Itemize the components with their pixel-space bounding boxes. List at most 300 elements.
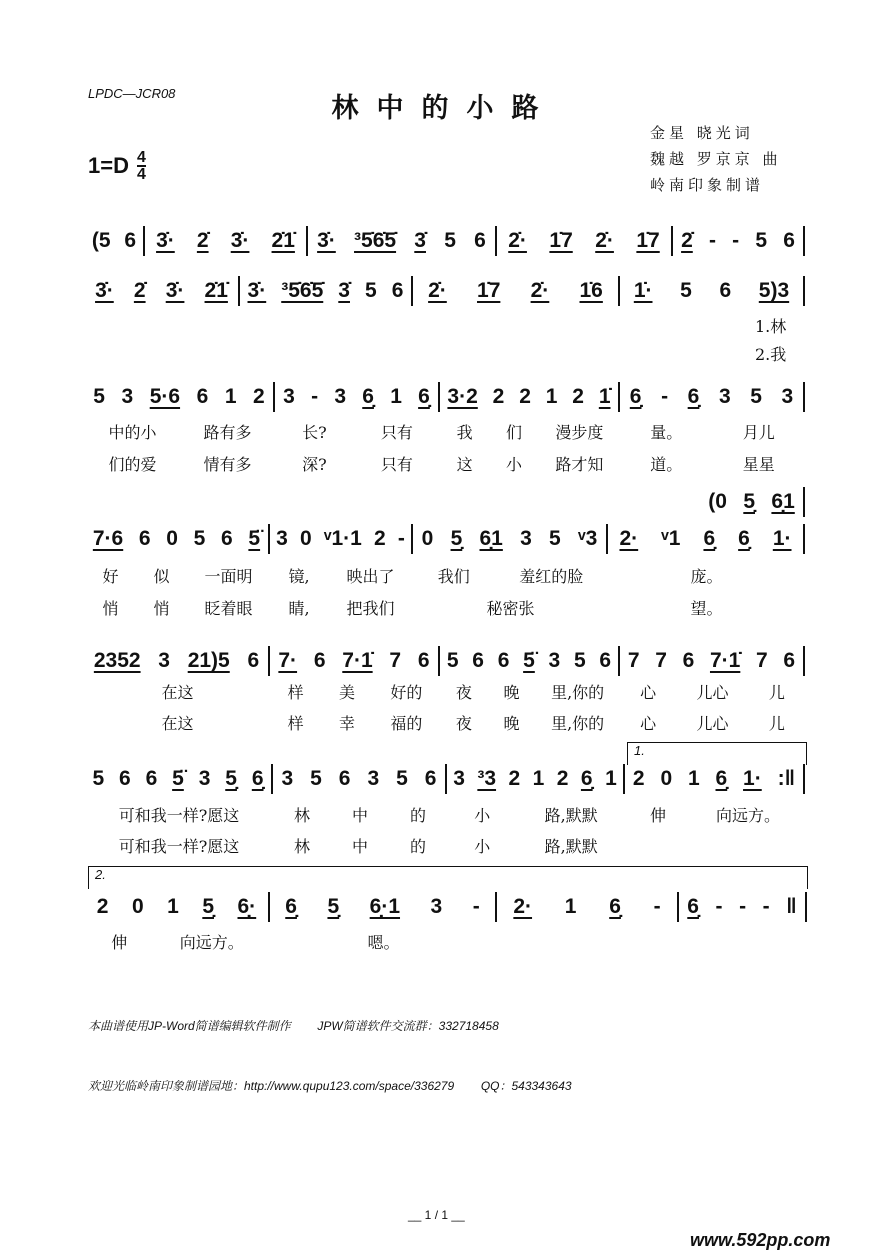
note: 6 <box>783 229 795 252</box>
lyric-word: 在这 <box>161 683 194 702</box>
lyric-word: 儿 <box>768 714 785 733</box>
note: 5 <box>310 767 322 790</box>
note: 3 <box>198 767 211 790</box>
note: 6̣ <box>703 527 716 550</box>
volta-1: 1. <box>627 742 807 765</box>
measure <box>85 524 270 554</box>
lyric-segment <box>85 564 270 587</box>
note: - <box>732 229 740 252</box>
note: 6 <box>474 229 486 252</box>
note: 5 <box>573 649 586 672</box>
lyric-line-1 <box>85 420 805 443</box>
lyric-segment <box>608 596 805 619</box>
note: 6̣ <box>362 385 374 408</box>
lyric-word: 心 <box>640 683 657 702</box>
note: ³5̇6̇5̇ <box>281 279 324 302</box>
note: 1· <box>772 527 792 550</box>
lyric-word: 庞。 <box>690 567 723 586</box>
note: 2 <box>508 767 521 790</box>
note: 3̇· <box>247 279 267 302</box>
note: 1 <box>224 385 237 408</box>
note: 6 <box>497 649 510 672</box>
note: 3̇· <box>317 229 336 252</box>
measure <box>625 764 805 794</box>
time-bottom: 4 <box>136 166 146 183</box>
lyric-word: 夜 <box>455 683 472 702</box>
lyric-word: 情有多 <box>203 455 252 474</box>
lyric-word: 幸 <box>338 714 355 733</box>
note: - <box>762 895 770 918</box>
note: 6̣ <box>738 527 750 550</box>
note: 6 <box>472 649 484 672</box>
staff-row <box>700 487 805 517</box>
lyric-segment <box>440 420 620 443</box>
lyric-word: 嗯。 <box>367 933 400 952</box>
note: 3̇· <box>165 279 185 302</box>
staff-row <box>85 276 805 306</box>
measure <box>440 646 620 676</box>
note: 1̇6 <box>579 279 603 302</box>
lyric-word: 我们 <box>437 567 470 586</box>
note: 3̇· <box>95 279 114 302</box>
lyric-segment <box>270 680 440 703</box>
note: 0 <box>166 527 178 550</box>
note: 6 <box>247 649 260 672</box>
note: 6̣ <box>687 895 699 918</box>
lyric-segment <box>85 420 275 443</box>
measure <box>413 276 620 306</box>
site-watermark: www.592pp.com <box>690 1230 831 1250</box>
measure <box>275 382 440 412</box>
note: 3 <box>334 385 346 408</box>
measure <box>620 382 805 412</box>
measure <box>620 646 805 676</box>
note: 0 <box>421 527 434 550</box>
note: 5 <box>755 229 768 252</box>
note: 2 <box>492 385 505 408</box>
lyric-word: 的 <box>409 837 426 856</box>
footer-notes <box>88 976 572 1136</box>
note: 3 <box>121 385 134 408</box>
measure <box>447 764 625 794</box>
lyric-word: 小 <box>474 806 491 825</box>
note: 2̇ <box>681 229 693 252</box>
note: 6 <box>145 767 158 790</box>
note: ³3 <box>477 767 497 790</box>
lyric-word: 小 <box>505 455 522 474</box>
measure <box>497 226 673 256</box>
note: 6̣ <box>418 385 430 408</box>
note: 3 <box>283 385 295 408</box>
measure <box>240 276 413 306</box>
note: 6̣·1 <box>369 895 401 918</box>
lyric-word: 一面明 <box>204 567 253 586</box>
time-top: 4 <box>136 149 146 166</box>
note: 1· <box>743 767 762 790</box>
measure <box>85 226 145 256</box>
lyric-segment <box>625 834 805 857</box>
note: 6̣ <box>715 767 728 790</box>
staff-row <box>85 892 807 922</box>
note: 3 <box>520 527 532 550</box>
arranger: 岭南印象制谱 <box>650 176 765 194</box>
lyric-word: 只有 <box>380 455 413 474</box>
note: 1 <box>532 767 545 790</box>
note: 3 <box>548 649 561 672</box>
lyricist: 金星 晓光词 <box>650 124 754 142</box>
lyric-word: 似 <box>153 567 170 586</box>
lyric-segment <box>85 711 270 734</box>
staff-row <box>85 646 805 676</box>
note: 2 <box>632 767 645 790</box>
note: 7·1̇ <box>709 649 741 672</box>
note: 2̇· <box>428 279 447 302</box>
note: 7·6 <box>92 527 124 550</box>
lyric-segment <box>497 930 679 953</box>
lyric-segment <box>447 803 625 826</box>
lyric-word: 样 <box>287 683 304 702</box>
lyric-segment <box>440 680 620 703</box>
lyric-word: 向远方。 <box>715 806 780 825</box>
lyric-word: 晚 <box>503 683 520 702</box>
note: 2 <box>572 385 584 408</box>
note: 2̇· <box>508 229 527 252</box>
lyric-word: 把我们 <box>346 599 395 618</box>
note: 6 <box>417 649 430 672</box>
note: 3·2 <box>447 385 478 408</box>
lyric-word: 可和我一样?愿这 <box>118 806 240 825</box>
score-code: LPDC—JCR08 <box>88 86 176 101</box>
key-label: 1=D <box>88 153 129 178</box>
note: 6̣ <box>609 895 621 918</box>
lyric-word: 眨着眼 <box>204 599 253 618</box>
note: 5̈ <box>172 767 184 790</box>
measure <box>270 524 413 554</box>
lyric-line-1 <box>85 803 805 826</box>
note: :‖ <box>777 767 796 790</box>
lyric-word: 们 <box>505 423 522 442</box>
lyric-line-2 <box>85 596 805 619</box>
note: 6 <box>124 229 137 252</box>
measure <box>440 382 620 412</box>
lyric-word: 伸 <box>111 933 128 952</box>
note: 6̣· <box>237 895 257 918</box>
measure <box>145 226 308 256</box>
note: 5 <box>446 649 459 672</box>
lyric-segment <box>275 452 440 475</box>
measure <box>85 276 240 306</box>
lyric-word: 羞红的脸 <box>519 567 584 586</box>
note: 0 <box>660 767 673 790</box>
lyric-segment <box>85 930 270 953</box>
lyric-segment <box>85 834 273 857</box>
note: 2 <box>374 527 386 550</box>
song-title: 林中的小路 <box>331 93 557 124</box>
note: 5 <box>750 385 762 408</box>
note: 5 <box>93 385 105 408</box>
note: ‖ <box>786 895 797 918</box>
note: 2 <box>253 385 265 408</box>
lyric-segment <box>270 930 497 953</box>
lyric-word: 月儿 <box>742 423 775 442</box>
lyric-segment <box>85 680 270 703</box>
measure <box>85 646 270 676</box>
note: 6̣ <box>251 767 264 790</box>
lyric-word: 长? <box>302 423 327 442</box>
note: 6 <box>391 279 404 302</box>
note: 6 <box>138 527 151 550</box>
lyric-segment <box>625 803 805 826</box>
note: 5̣ <box>202 895 214 918</box>
note: - <box>397 527 405 550</box>
note: 2̇1̇ <box>271 229 295 252</box>
note: 2352 <box>93 649 141 672</box>
lyric-word: 儿心 <box>696 683 729 702</box>
lyric-word: 样 <box>287 714 304 733</box>
note: - <box>708 229 716 252</box>
lyric-segment <box>85 452 275 475</box>
note: 1 <box>167 895 179 918</box>
note: 6 <box>783 649 796 672</box>
note: 2 <box>519 385 531 408</box>
note: 3̇ <box>338 279 350 302</box>
lyric-segment <box>447 834 625 857</box>
lyric-segment <box>413 564 608 587</box>
note: 5 <box>396 767 408 790</box>
lyric-word: 路有多 <box>203 423 252 442</box>
note: - <box>715 895 723 918</box>
lyric-word: 里,你的 <box>551 714 605 733</box>
lyric-segment <box>85 596 270 619</box>
volta-2: 2. <box>88 866 808 889</box>
note: 2̇1̇ <box>204 279 228 302</box>
lyric-word: 们的爱 <box>108 455 157 474</box>
note: 3̇· <box>156 229 175 252</box>
lyric-word: 星星 <box>742 455 775 474</box>
lyric-word: 心 <box>640 714 657 733</box>
note: 1 <box>687 767 700 790</box>
note: ³5̇6̇5̇ <box>354 229 397 252</box>
note: 5·6 <box>149 385 181 408</box>
footer-line-2: 欢迎光临岭南印象制谱园地：http://www.qupu123.com/space/336279 QQ：543343643 <box>88 1079 572 1093</box>
note: ᵛ1·1 <box>323 527 362 550</box>
note: 7· <box>278 649 298 672</box>
measure <box>85 764 273 794</box>
note: 6 <box>719 279 732 302</box>
lyric-word: 镜, <box>288 567 310 586</box>
lyric-segment <box>620 420 805 443</box>
lyric-segment <box>608 564 805 587</box>
note: 2̇ <box>133 279 146 302</box>
measure <box>620 276 805 306</box>
note: 3 <box>430 895 443 918</box>
lyric-word: 里,你的 <box>551 683 605 702</box>
note: 6 <box>424 767 437 790</box>
composer: 魏越 罗京京 曲 <box>650 150 782 168</box>
note: 2 <box>556 767 569 790</box>
measure <box>270 646 440 676</box>
lyric-word: 路,默默 <box>544 837 598 856</box>
note: 6̣1 <box>479 527 503 550</box>
note: 2· <box>619 527 639 550</box>
note: 21)5 <box>187 649 230 672</box>
lyric-word: 林 <box>293 806 310 825</box>
lyric-word: 中 <box>351 837 368 856</box>
lyric-word: 路才知 <box>555 455 604 474</box>
note: 3 <box>781 385 794 408</box>
note: 3 <box>718 385 731 408</box>
time-signature <box>137 150 146 182</box>
lyric-segment <box>275 420 440 443</box>
lyric-line-2 <box>85 711 805 734</box>
lyric-segment <box>620 452 805 475</box>
lyric-word: 小 <box>474 837 491 856</box>
note: 7·1̇ <box>342 649 373 672</box>
lyric-word: 伸 <box>649 806 666 825</box>
lyric-line-1 <box>85 930 807 953</box>
note: 0 <box>299 527 312 550</box>
lyric-segment <box>85 803 273 826</box>
lyric-word: 儿心 <box>696 714 729 733</box>
note: 5 <box>193 527 206 550</box>
lyric-word: 好的 <box>390 683 423 702</box>
note: 6 <box>221 527 233 550</box>
lyric-word: 中 <box>351 806 368 825</box>
note: 5 <box>92 767 105 790</box>
note: 1̇7 <box>549 229 573 252</box>
note: 2̇· <box>595 229 614 252</box>
note: 3 <box>453 767 465 790</box>
footer-line-1: 本曲谱使用JP-Word简谱编辑软件制作 JPW简谱软件交流群：332718458 <box>88 1019 499 1033</box>
note: 1 <box>390 385 402 408</box>
page-number: __ 1 / 1 __ <box>408 1208 465 1222</box>
note: 3̇ <box>414 229 426 252</box>
note: 1 <box>545 385 558 408</box>
note: 5̈ <box>248 527 261 550</box>
note: - <box>472 895 480 918</box>
lyric-word: 好 <box>102 567 119 586</box>
note: - <box>739 895 747 918</box>
lyric-segment <box>620 680 805 703</box>
note: 7 <box>627 649 640 672</box>
lyric-segment <box>273 803 447 826</box>
lyric-line-1 <box>85 680 805 703</box>
verse-marker-2: 2.我 <box>755 345 787 364</box>
lyric-word: 深? <box>302 455 327 474</box>
lyric-word: 中的小 <box>108 423 157 442</box>
note: 5̣ <box>450 527 463 550</box>
note: 2 <box>96 895 109 918</box>
note: 6̣1 <box>771 490 795 513</box>
lyric-word: 向远方。 <box>179 933 244 952</box>
note: 5 <box>549 527 561 550</box>
measure <box>85 382 275 412</box>
lyric-word: 福的 <box>390 714 423 733</box>
lyric-segment <box>440 711 620 734</box>
note: 5 <box>680 279 692 302</box>
measure <box>85 892 270 922</box>
note: 7 <box>389 649 402 672</box>
credits <box>650 120 782 198</box>
note: 5̣ <box>327 895 340 918</box>
note: 5 <box>444 229 456 252</box>
lyric-segment <box>620 711 805 734</box>
lyric-word: 悄 <box>153 599 170 618</box>
lyric-word: 儿 <box>768 683 785 702</box>
lyric-line-2 <box>85 452 805 475</box>
note: 1̇ <box>598 385 611 408</box>
lyric-word: 映出了 <box>346 567 395 586</box>
staff-row <box>85 382 805 412</box>
lyric-segment <box>270 564 413 587</box>
note: - <box>653 895 661 918</box>
note: 3 <box>367 767 380 790</box>
note: 2̇· <box>530 279 550 302</box>
lyric-word: 可和我一样?愿这 <box>118 837 240 856</box>
lyric-word: 望。 <box>690 599 723 618</box>
note: 6̣ <box>629 385 642 408</box>
note: 1̇7 <box>477 279 501 302</box>
note: 7 <box>756 649 768 672</box>
lyric-segment <box>270 596 413 619</box>
lyric-segment <box>440 452 620 475</box>
lyric-word: 道。 <box>650 455 683 474</box>
note: ᵛ3 <box>577 527 598 550</box>
measure <box>270 892 497 922</box>
note: 3 <box>158 649 170 672</box>
note: ᵛ1 <box>661 527 681 550</box>
note: 5 <box>365 279 377 302</box>
lyric-word: 夜 <box>455 714 472 733</box>
lyric-word: 在这 <box>161 714 194 733</box>
lyric-segment <box>270 711 440 734</box>
measure <box>413 524 608 554</box>
note: 6 <box>599 649 612 672</box>
note: 6 <box>313 649 326 672</box>
measure <box>608 524 805 554</box>
note: 6̣ <box>687 385 700 408</box>
note: 1 <box>564 895 577 918</box>
measure <box>673 226 805 256</box>
lyric-word: 睛, <box>288 599 310 618</box>
measure <box>497 892 679 922</box>
lyric-line-2 <box>85 834 805 857</box>
lyric-line-1 <box>85 564 805 587</box>
lyric-word: 林 <box>293 837 310 856</box>
note: 1 <box>605 767 617 790</box>
note: - <box>661 385 669 408</box>
note: 3 <box>281 767 294 790</box>
measure <box>273 764 447 794</box>
staff-row <box>85 226 805 256</box>
lyric-segment <box>413 596 608 619</box>
lyric-word: 我 <box>456 423 473 442</box>
note: 1̇7 <box>636 229 660 252</box>
lyric-word: 量。 <box>650 423 683 442</box>
note: 5̈ <box>523 649 535 672</box>
lyric-word: 美 <box>338 683 355 702</box>
measure <box>679 892 807 922</box>
verse-marker-1: 1.林 <box>755 317 787 336</box>
measure <box>700 487 805 517</box>
measure <box>308 226 497 256</box>
note: 5̣ <box>225 767 237 790</box>
staff-row <box>85 764 805 794</box>
staff-row <box>85 524 805 554</box>
note: 6 <box>338 767 351 790</box>
note: 6 <box>196 385 209 408</box>
key-signature <box>88 150 146 182</box>
